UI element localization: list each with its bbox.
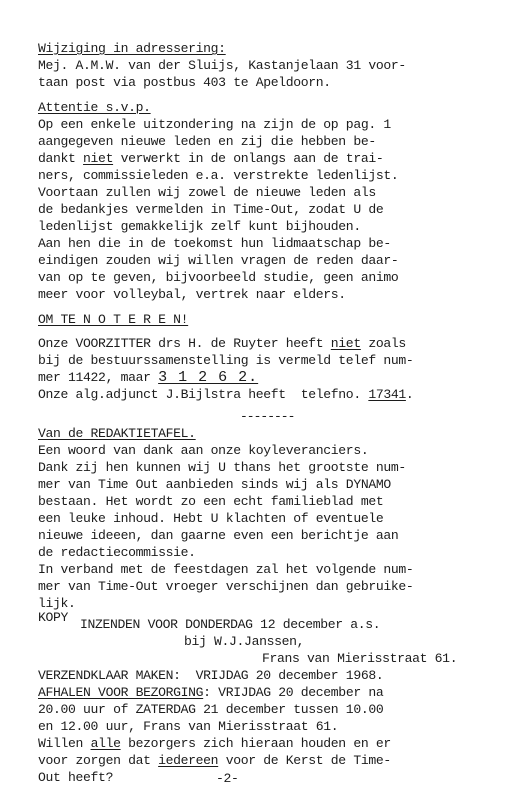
attention-line-9: eindigen zouden wij willen vragen de reden daar- — [38, 253, 399, 268]
attention-line-8: Aan hen die in de toekomst hun lidmaatschap be- — [38, 236, 391, 251]
redaktie-line-2: Dank zij hen kunnen wij U thans het grootste num- — [38, 460, 406, 475]
kopy-line-3: Frans van Mierisstraat 61. — [262, 651, 458, 666]
attention-line-4: ners, commissieleden e.a. verstrekte ledenlijst. — [38, 168, 399, 183]
pickup-line-1-end: : VRIJDAG 20 december na — [203, 685, 384, 700]
kopy-line-1: INZENDEN VOOR DONDERDAG 12 december a.s. — [80, 617, 381, 632]
note-line-2: bij de bestuurssamenstelling is vermeld telef num- — [38, 353, 414, 368]
attention-line-3-start: dankt — [38, 151, 84, 166]
redaktie-line-6: nieuwe ideeen, dan gaarne even een berichtje aan — [38, 528, 399, 543]
dispatch-line: VERZENDKLAAR MAKEN: VRIJDAG 20 december 1968. — [38, 668, 384, 683]
attention-line-3-end: verwerkt in de onlangs aan de trai- — [113, 151, 384, 166]
page-number: -2- — [216, 771, 239, 786]
pickup-line-2: 20.00 uur of ZATERDAG 21 december tussen 10.00 — [38, 702, 384, 717]
emphasis-alle: alle — [90, 736, 121, 751]
redaktie-heading: Van de REDAKTIETAFEL. — [38, 426, 196, 441]
attention-line-5: Voortaan zullen wij zowel de nieuwe leden als — [38, 185, 376, 200]
attention-line-1: Op een enkele uitzondering na zijn de op pag. 1 — [38, 117, 391, 132]
pickup-line-3: en 12.00 uur, Frans van Mierisstraat 61. — [38, 719, 339, 734]
address-change-heading: Wijziging in adressering: — [38, 41, 226, 56]
phone-number-adjunct: 17341 — [368, 387, 406, 402]
address-change-line-2: taan post via postbus 403 te Apeldoorn. — [38, 75, 331, 90]
emphasis-niet: niet — [83, 151, 114, 166]
redaktie-line-8: In verband met de feestdagen zal het volgende num- — [38, 562, 414, 577]
note-line-4-end: . — [405, 387, 414, 402]
closing-line-2-start: voor zorgen dat — [38, 753, 159, 768]
closing-line-3: Out heeft? — [38, 770, 114, 785]
note-line-4 — [38, 386, 413, 403]
kopy-label: KOPY — [38, 610, 69, 625]
attention-line-3 — [38, 150, 383, 167]
closing-line-2-end: voor de Kerst de Time- — [218, 753, 391, 768]
note-line-1-end: zoals — [360, 336, 406, 351]
closing-line-1-start: Willen — [38, 736, 91, 751]
address-change-line-1: Mej. A.M.W. van der Sluijs, Kastanjelaan 31 voor- — [38, 58, 406, 73]
note-line-4-start: Onze alg.adjunct J.Bijlstra heeft telefno. — [38, 387, 369, 402]
closing-line-1 — [38, 735, 391, 752]
kopy-line-2: bij W.J.Janssen, — [184, 634, 305, 649]
attention-line-6: de bedankjes vermelden in Time-Out, zodat U de — [38, 202, 384, 217]
redaktie-line-10: lijk. — [38, 596, 76, 611]
note-line-1 — [38, 335, 406, 352]
redaktie-line-3: mer van Time Out aanbieden sinds wij als DYNAMO — [38, 477, 391, 492]
note-heading: OM TE N O T E R E N! — [38, 312, 189, 327]
attention-line-7: ledenlijst gemakkelijk zelf kunt bijhouden. — [38, 219, 361, 234]
phone-number-new: 3 1 2 6 2. — [158, 369, 259, 386]
attention-line-2: aangegeven nieuwe leden en zij die hebben be- — [38, 134, 376, 149]
attention-heading: Attentie s.v.p. — [38, 100, 151, 115]
note-line-3 — [38, 369, 258, 386]
note-line-1-start: Onze VOORZITTER drs H. de Ruyter heeft — [38, 336, 331, 351]
section-divider: -------- — [240, 409, 295, 424]
closing-line-2 — [38, 752, 391, 769]
attention-line-10: van op te geven, bijvoorbeeld studie, geen animo — [38, 270, 399, 285]
emphasis-iedereen: iedereen — [158, 753, 219, 768]
emphasis-niet-2: niet — [330, 336, 361, 351]
pickup-label: AFHALEN VOOR BEZORGING — [38, 685, 204, 700]
redaktie-line-4: bestaan. Het wordt zo een echt familieblad met — [38, 494, 384, 509]
note-line-3-start: mer 11422, maar — [38, 370, 159, 385]
redaktie-line-1: Een woord van dank aan onze koyleveranciers. — [38, 443, 369, 458]
pickup-line-1 — [38, 684, 383, 701]
redaktie-line-7: de redactiecommissie. — [38, 545, 196, 560]
attention-line-11: meer voor volleybal, vertrek naar elders. — [38, 287, 346, 302]
redaktie-line-9: mer van Time-Out vroeger verschijnen dan gebruike- — [38, 579, 414, 594]
redaktie-line-5: een leuke inhoud. Hebt U klachten of eventuele — [38, 511, 384, 526]
closing-line-1-end: bezorgers zich hieraan houden en er — [120, 736, 391, 751]
